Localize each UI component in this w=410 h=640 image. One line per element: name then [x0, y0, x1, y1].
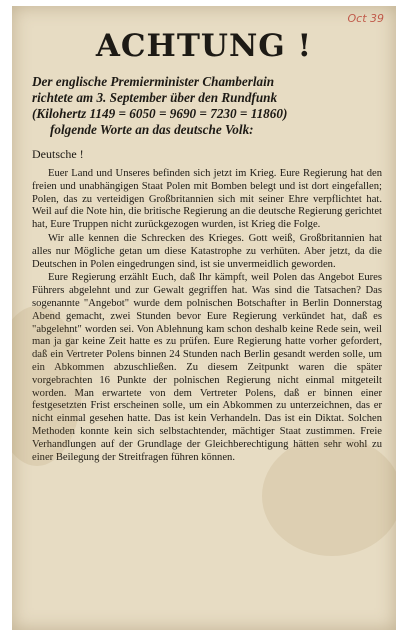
pencil-annotation: Oct 39	[347, 12, 384, 25]
intro-line: Der englische Premierminister Chamberlain	[32, 74, 275, 89]
body-paragraph: Wir alle kennen die Schrecken des Krieges. Gott weiß, Großbritannien hat alles nur Mögliche getan um diese Katastrophe zu verhüten. Aber jetzt, da die Deutschen in Polen eingedrungen sind, ist sie unvermeidlich geworden.	[32, 232, 382, 270]
leaflet-body	[32, 168, 382, 464]
leaflet-page	[12, 6, 396, 630]
body-paragraph: Euer Land und Unseres befinden sich jetzt im Krieg. Eure Regierung hat den freien und unabhängigen Staat Polen mit Bomben belegt und ist dort eingefallen; Polen, das zu verteidigen Großbritannien sich mit seiner Ehre verpflichtet hat. Weil auf die Note hin, die britische Regierung an die deutsche Regierung gerichtet hat, Eure Truppen nicht zurückgezogen wurden, ist Krieg die Folge.	[32, 168, 382, 231]
leaflet-title: ACHTUNG !	[95, 28, 313, 64]
greeting: Deutsche !	[32, 147, 84, 161]
intro-line: richtete am 3. September über den Rundfunk	[32, 90, 278, 105]
intro-line: folgende Worte an das deutsche Volk:	[50, 122, 254, 137]
intro-block	[32, 74, 376, 138]
intro-line: (Kilohertz 1149 = 6050 = 9690 = 7230 = 11860)	[32, 106, 288, 121]
paper-stain	[262, 436, 396, 556]
body-paragraph: Eure Regierung erzählt Euch, daß Ihr kämpft, weil Polen das Angebot Eures Führers abgelehnt und zur Gewalt gegriffen hat. Was sind die Tatsachen? Das sogenannte "Angebot" wurde dem polnischen Botschafter in Berlin Donnerstag Abend gemacht, zwei Stunden bevor Eure Regierung verkündet hat, daß es "abgelehnt" worden sei. Von Ablehnung kam schon deshalb keine Rede sein, weil man ja gar keine Zeit hatte es zu prüfen. Eure Regierung hatte vorher gefordert, daß ein Vertreter Polens binnen 24 Stunden nach Berlin gesandt werden solle, um ein Abkommen abzuschließen. Zu diesem Zeitpunkt waren die später vorgebrachten 16 Punkte der polnischen Regierung nicht einmal mitgeteilt worden. Man erwartete von dem Vertreter Polens, daß er binnen einer festgesetzten Frist erscheinen solle, um ein Abkommen zu unterzeichnen, das er nicht einmal gesehen hatte. Das ist kein Verhandeln. Das ist ein Diktat. Solchen Methoden konnte kein sich selbstachtender, mächtiger Staat zustimmen. Freie Verhandlungen auf der Grundlage der Gleichberechtigung hätten sehr wohl zu einer Beilegung der Streitfragen führen können.	[32, 272, 382, 463]
